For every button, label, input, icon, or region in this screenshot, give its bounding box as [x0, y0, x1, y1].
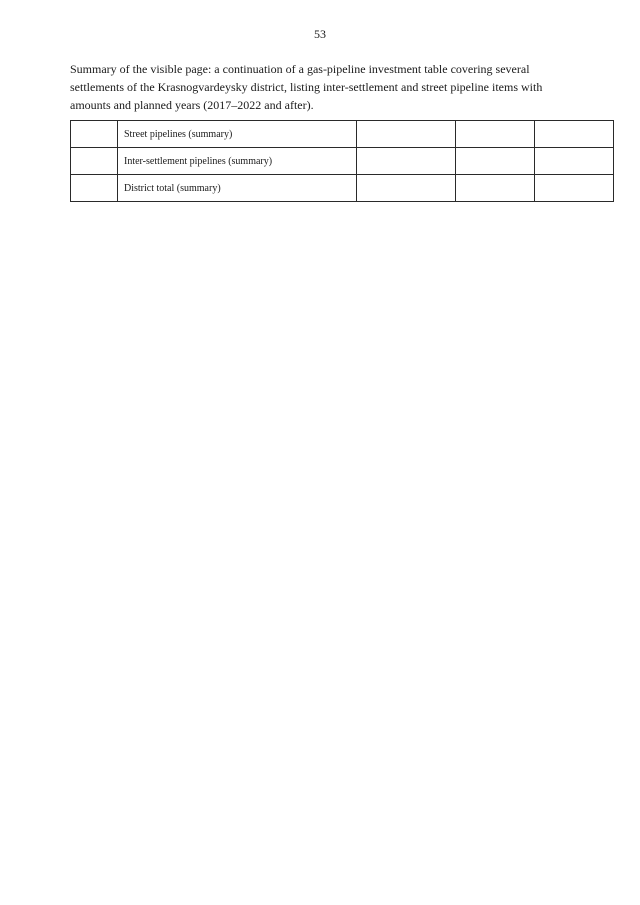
- row-years-2: [535, 148, 614, 175]
- row-amount: [357, 148, 456, 175]
- row-years-1: [456, 148, 535, 175]
- pipeline-table: [70, 120, 614, 202]
- row-number: [71, 121, 118, 148]
- table-row: [71, 148, 614, 175]
- row-amount: [357, 175, 456, 202]
- table-row: [71, 175, 614, 202]
- row-number: [71, 175, 118, 202]
- row-years-2: [535, 121, 614, 148]
- row-amount: [357, 121, 456, 148]
- row-years-2: [535, 175, 614, 202]
- row-name: District total (summary): [118, 175, 357, 202]
- row-name: Street pipelines (summary): [118, 121, 357, 148]
- row-name: Inter-settlement pipelines (summary): [118, 148, 357, 175]
- table-row: [71, 121, 614, 148]
- row-number: [71, 148, 118, 175]
- row-years-1: [456, 121, 535, 148]
- page-number: 53: [314, 27, 326, 41]
- summary-text: Summary of the visible page: a continuation of a gas-pipeline investment table covering several settlements of the Krasnogvardeysky district, listing inter-settlement and street pipeline items with amounts and planned years (2017–2022 and after).: [70, 62, 543, 112]
- row-years-1: [456, 175, 535, 202]
